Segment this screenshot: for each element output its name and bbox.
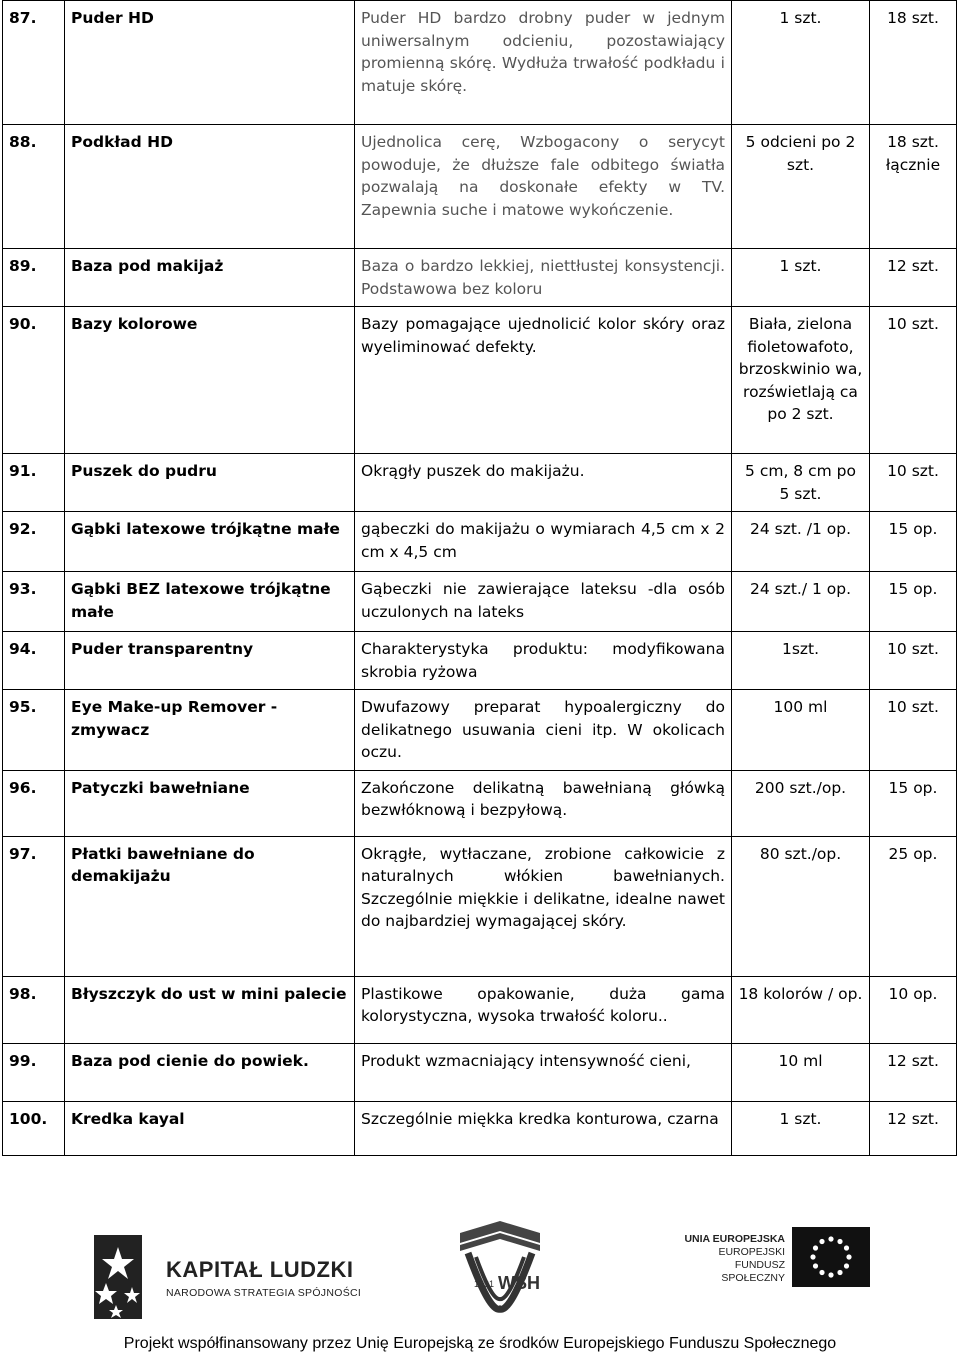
product-description-cell: [355, 632, 732, 690]
product-name-cell: [65, 836, 355, 976]
product-quantity-cell: [732, 976, 870, 1043]
eu-text: [683, 1233, 785, 1285]
product-quantity: 80 szt./op.: [759, 844, 842, 863]
product-quantity-cell: [732, 836, 870, 976]
eu-logo: [683, 1227, 863, 1297]
product-description-cell: [355, 976, 732, 1043]
product-amount: 10 op.: [888, 984, 938, 1003]
product-amount-cell: [870, 836, 957, 976]
product-quantity-cell: [732, 770, 870, 836]
product-name-cell: [65, 572, 355, 632]
product-amount: 12 szt.: [887, 257, 939, 275]
row-number-cell: [3, 690, 65, 771]
product-quantity-cell: [732, 572, 870, 632]
wsh-emblem-icon: [430, 1213, 560, 1323]
row-number: 92.: [9, 520, 37, 538]
product-quantity: 10 ml: [778, 1051, 823, 1070]
kapital-ludzki-title: KAPITAŁ LUDZKI: [166, 1257, 354, 1282]
table-row: [3, 836, 957, 976]
product-description: Puder HD bardzo drobny puder w jednym uniwersalnym odcieniu, pozostawiający promienną skórę. Wydłuża trwałość podkładu i matuje skórę.: [361, 9, 725, 95]
table-row: [3, 1043, 957, 1101]
eu-line-1: UNIA EUROPEJSKA: [684, 1233, 785, 1245]
product-description-cell: [355, 690, 732, 771]
product-name-cell: [65, 307, 355, 454]
product-quantity-cell: [732, 1043, 870, 1101]
product-name: Bazy kolorowe: [71, 315, 198, 333]
product-name-cell: [65, 976, 355, 1043]
product-amount-cell: [870, 1043, 957, 1101]
row-number: 91.: [9, 462, 37, 480]
row-number-cell: [3, 454, 65, 512]
product-description-cell: [355, 836, 732, 976]
row-number-cell: [3, 1, 65, 125]
product-amount: 12 szt.: [887, 1109, 939, 1128]
row-number-cell: [3, 572, 65, 632]
product-quantity: 1 szt.: [779, 257, 822, 275]
product-name-cell: [65, 632, 355, 690]
table-row: [3, 307, 957, 454]
product-amount: 10 szt.: [887, 315, 939, 333]
wsh-year: 1991: [474, 1279, 495, 1289]
product-description: Charakterystyka produktu: modyfikowana skrobia ryżowa: [361, 640, 725, 681]
row-number: 90.: [9, 315, 37, 333]
row-number-cell: [3, 976, 65, 1043]
product-quantity: 5 odcieni po 2 szt.: [745, 133, 856, 174]
product-name: Błyszczyk do ust w mini palecie: [71, 984, 347, 1003]
table-row: [3, 249, 957, 307]
product-name: Płatki bawełniane do demakijażu: [71, 844, 255, 885]
product-quantity-cell: [732, 307, 870, 454]
product-description: Baza o bardzo lekkiej, niettłustej konsystencji. Podstawowa bez koloru: [361, 257, 725, 298]
product-name: Kredka kayal: [71, 1109, 185, 1128]
row-number: 95.: [9, 698, 37, 716]
table-row: [3, 512, 957, 572]
product-amount-cell: [870, 512, 957, 572]
product-quantity-cell: [732, 454, 870, 512]
product-amount-cell: [870, 307, 957, 454]
product-description-cell: [355, 770, 732, 836]
product-description: Okrągłe, wytłaczane, zrobione całkowicie z naturalnych włókien bawełnianych. Szczególnie miękkie i delikatne, idealne nawet do najbardziej wymagającej skóry.: [361, 844, 725, 930]
row-number-cell: [3, 512, 65, 572]
product-amount: 10 szt.: [887, 462, 939, 480]
product-amount-cell: [870, 1, 957, 125]
product-quantity-cell: [732, 632, 870, 690]
product-quantity: 24 szt. /1 op.: [749, 520, 852, 538]
row-number: 98.: [9, 984, 37, 1003]
row-number-cell: [3, 770, 65, 836]
product-name-cell: [65, 125, 355, 249]
product-quantity: 5 cm, 8 cm po 5 szt.: [745, 462, 856, 503]
row-number: 93.: [9, 580, 37, 598]
product-description-cell: [355, 1101, 732, 1155]
product-description-cell: [355, 572, 732, 632]
product-name-cell: [65, 1101, 355, 1155]
product-description: Plastikowe opakowanie, duża gama kolorystyczna, wysoka trwałość koloru..: [361, 984, 725, 1025]
eu-line-3: FUNDUSZ SPOŁECZNY: [721, 1259, 785, 1284]
product-name: Baza pod makijaż: [71, 257, 224, 275]
row-number-cell: [3, 125, 65, 249]
product-quantity: Biała, zielona fioletowafoto, brzoskwinio wa, rozświetlają ca po 2 szt.: [738, 315, 863, 423]
row-number: 89.: [9, 257, 37, 275]
product-name-cell: [65, 770, 355, 836]
table-row: [3, 1101, 957, 1155]
product-quantity-cell: [732, 1101, 870, 1155]
footer: [0, 1205, 960, 1355]
product-quantity-cell: [732, 690, 870, 771]
product-amount-cell: [870, 976, 957, 1043]
product-name: Gąbki latexowe trójkątne małe: [71, 520, 340, 538]
product-amount-cell: [870, 770, 957, 836]
product-amount: 15 op.: [888, 520, 938, 538]
product-quantity-cell: [732, 249, 870, 307]
product-amount: 18 szt. łącznie: [885, 133, 941, 174]
product-name: Eye Make-up Remover - zmywacz: [71, 698, 278, 739]
product-description-cell: [355, 512, 732, 572]
table-row: [3, 690, 957, 771]
product-quantity: 200 szt./op.: [754, 778, 847, 797]
row-number: 88.: [9, 133, 37, 151]
row-number: 87.: [9, 9, 37, 27]
product-amount-cell: [870, 690, 957, 771]
row-number-cell: [3, 307, 65, 454]
kapital-ludzki-logo: [88, 1227, 362, 1327]
product-table-body: [3, 1, 957, 1156]
eu-flag-icon: [792, 1227, 870, 1287]
table-row: [3, 125, 957, 249]
product-quantity: 24 szt./ 1 op.: [749, 580, 852, 598]
product-amount: 15 op.: [888, 580, 938, 598]
product-quantity: 1 szt.: [779, 1109, 822, 1128]
wsh-name: WSH: [498, 1273, 540, 1293]
product-description: Szczególnie miękka kredka konturowa, czarna: [361, 1109, 719, 1128]
row-number: 100.: [9, 1109, 48, 1128]
product-quantity-cell: [732, 512, 870, 572]
product-quantity-cell: [732, 1, 870, 125]
row-number-cell: [3, 632, 65, 690]
product-description-cell: [355, 454, 732, 512]
product-name: Puder HD: [71, 9, 154, 27]
product-description: Bazy pomagające ujednolicić kolor skóry oraz wyeliminować defekty.: [361, 315, 725, 356]
product-quantity: 18 kolorów / op.: [738, 984, 863, 1003]
eu-line-2: EUROPEJSKI: [718, 1246, 785, 1258]
product-description: Okrągły puszek do makijażu.: [361, 462, 585, 480]
product-table: [2, 0, 957, 1156]
product-name-cell: [65, 454, 355, 512]
product-quantity: 1szt.: [781, 640, 820, 658]
product-name-cell: [65, 512, 355, 572]
row-number: 96.: [9, 778, 37, 797]
product-description-cell: [355, 249, 732, 307]
table-row: [3, 770, 957, 836]
product-name: Patyczki bawełniane: [71, 778, 250, 797]
wsh-logo: [430, 1213, 560, 1323]
product-description: Gąbeczki nie zawierające lateksu -dla osób uczulonych na lateks: [361, 580, 725, 621]
product-amount: 25 op.: [888, 844, 938, 863]
row-number: 99.: [9, 1051, 37, 1070]
product-description: gąbeczki do makijażu o wymiarach 4,5 cm x 2 cm x 4,5 cm: [361, 520, 725, 561]
row-number: 97.: [9, 844, 37, 863]
product-description: Ujednolica cerę, Wzbogacony o serycyt powoduje, że dłuższe fale odbitego światła pozwalają na doskonałe efekty w TV. Zapewnia suche i matowe wykończenie.: [361, 133, 725, 219]
product-description: Dwufazowy preparat hypoalergiczny do delikatnego usuwania cieni itp. W okolicach oczu.: [361, 698, 725, 761]
table-row: [3, 572, 957, 632]
kapital-ludzki-star-icon: [88, 1227, 148, 1323]
product-quantity: 1 szt.: [779, 9, 822, 27]
product-amount: 18 szt.: [887, 9, 939, 27]
product-description-cell: [355, 1, 732, 125]
row-number-cell: [3, 836, 65, 976]
product-amount-cell: [870, 572, 957, 632]
table-row: [3, 976, 957, 1043]
product-amount: 10 szt.: [887, 698, 939, 716]
table-row: [3, 632, 957, 690]
product-amount: 15 op.: [888, 778, 938, 797]
product-name: Puszek do pudru: [71, 462, 217, 480]
product-name-cell: [65, 1043, 355, 1101]
product-name: Gąbki BEZ latexowe trójkątne małe: [71, 580, 331, 621]
product-description-cell: [355, 307, 732, 454]
table-row: [3, 1, 957, 125]
kapital-ludzki-subtitle: NARODOWA STRATEGIA SPÓJNOŚCI: [166, 1287, 362, 1299]
product-name: Baza pod cienie do powiek.: [71, 1051, 309, 1070]
product-description-cell: [355, 125, 732, 249]
product-amount-cell: [870, 454, 957, 512]
row-number-cell: [3, 249, 65, 307]
product-amount: 10 szt.: [887, 640, 939, 658]
project-funding-text: Projekt współfinansowany przez Unię Europejską ze środków Europejskiego Funduszu Społecznego: [123, 1335, 837, 1352]
table-row: [3, 454, 957, 512]
product-name-cell: [65, 1, 355, 125]
product-amount-cell: [870, 249, 957, 307]
product-amount-cell: [870, 125, 957, 249]
row-number-cell: [3, 1101, 65, 1155]
product-name-cell: [65, 690, 355, 771]
row-number: 94.: [9, 640, 37, 658]
row-number-cell: [3, 1043, 65, 1101]
product-name: Puder transparentny: [71, 640, 254, 658]
product-name: Podkład HD: [71, 133, 173, 151]
product-amount-cell: [870, 632, 957, 690]
product-amount-cell: [870, 1101, 957, 1155]
product-amount: 12 szt.: [887, 1051, 939, 1070]
product-quantity-cell: [732, 125, 870, 249]
product-description: Zakończone delikatną bawełnianą główką bezwłóknową i bezpyłową.: [361, 778, 725, 819]
product-quantity: 100 ml: [773, 698, 828, 716]
product-name-cell: [65, 249, 355, 307]
product-description: Produkt wzmacniający intensywność cieni,: [361, 1051, 691, 1070]
product-description-cell: [355, 1043, 732, 1101]
